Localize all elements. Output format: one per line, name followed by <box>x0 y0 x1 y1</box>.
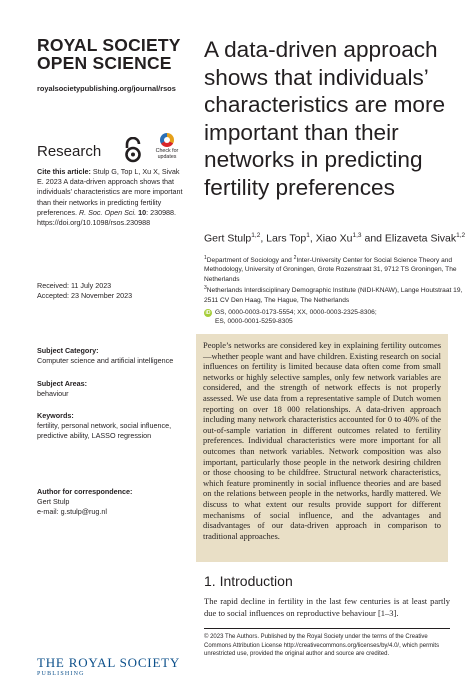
correspondence <box>37 487 132 518</box>
author-sup: 1,2 <box>251 232 261 239</box>
orcid-line2[interactable]: ES, 0000-0001-5259-8305 <box>215 318 293 326</box>
correspondence-email[interactable]: e-mail: g.stulp@rug.nl <box>37 507 108 517</box>
author-list: Gert Stulp$^{1,2}$, Lars Top$^1$, Xiao Xu$^{1,3}$ and Elizaveta Sivak$^{1,2}$ <box>204 232 466 245</box>
author-name: Xiao Xu <box>315 232 353 245</box>
subject-areas-value: behaviour <box>37 389 69 399</box>
keywords-line1: fertility, personal network, social influence, <box>37 421 172 431</box>
citation-block <box>37 167 185 228</box>
article-type: Research <box>37 143 102 160</box>
correspondence-heading: Author for correspondence: <box>37 487 133 496</box>
check-updates-line1: Check for <box>155 148 179 154</box>
author-name: Elizaveta Sivak <box>384 232 457 245</box>
received-date: Received: 11 July 2023 <box>37 281 112 290</box>
affiliation-1: Department of Sociology and <box>206 257 294 265</box>
abstract-text: People’s networks are considered key in explaining fertility outcomes—whether people want and have children. Existing research on social influences on fertility is limited because data often come from small networks or highly selective samples, only few network variables are considered, and the strength of network effects is not properly assessed. We use data from a representative sample of Dutch women reporting on over 18 000 relationships. A data-driven approach including many network characteristics accounted for 0 to 40% of the out-of-sample variation in different outcomes related to fertility preferences. Individual characteristics were more important for all outcomes than network variables. Network composition was also important, particularly those people in the network desiring children or those choosing to be childfree. Structural network characteristics, which feature prominently in social influence theories and are based on the relations between people in the networks, hardly mattered. We discuss to what extent our results provide support for different mechanisms of social influence, and the advantages and disadvantages of our data-driven approach in comparison to traditional approaches. <box>203 340 441 541</box>
journal-title <box>37 36 181 72</box>
author-name: Gert Stulp <box>204 232 252 245</box>
article-title: A data-driven approach shows that individuals’ characteristics are more important than their networks in predicting fertility preferences <box>204 37 446 200</box>
abstract-box <box>196 334 448 562</box>
author-sup: 1,3 <box>352 232 362 239</box>
check-updates-line2: updates <box>157 154 177 160</box>
keywords-heading: Keywords: <box>37 411 74 420</box>
citation-volume: 10 <box>136 207 147 217</box>
dates-block <box>37 281 132 301</box>
author-sup: 1,2 <box>456 232 466 239</box>
citation-label: Cite this article: <box>37 167 91 176</box>
subject-category-value: Computer science and artificial intelligence <box>37 356 174 366</box>
section-heading: 1. Introduction <box>204 573 293 589</box>
affiliation-2: Inter-University Center for Social Science Theory and Methodology, University of Groningen, Grote Rozenstraat 31, 9712 TS Groningen, The Netherlands <box>204 257 457 283</box>
affiliations: $^1$Department of Sociology and $^2$Inter-University Center for Social Science Theory and Methodology, University of Groningen, Grote Rozenstraat 31, 9712 TS Groningen, The Netherlands $^3$Netherlands Interdisciplinary Demographic Institute (NIDI-KNAW), Lange Houtstraat 19, 2511 CV Den Haag, The Hague, The Netherlands iD GS, 0000-0003-0173-5554; XX, 0000-0003-2325-8306; ES, 0000-0001-5259-8305 <box>204 255 463 326</box>
citation-journal: R. Soc. Open Sci. <box>78 207 137 217</box>
check-for-updates-icon <box>160 133 174 147</box>
author-name: Lars Top <box>266 232 307 245</box>
correspondence-name: Gert Stulp <box>37 497 70 507</box>
author-sup: 1 <box>306 232 310 239</box>
subject-category-heading: Subject Category: <box>37 346 99 355</box>
affiliation-3: Netherlands Interdisciplinary Demographic Institute (NIDI-KNAW), Lange Houtstraat 19, 2511 CV Den Haag, The Hague, The Netherlands <box>204 287 463 304</box>
publisher-name: THE ROYAL SOCIETY <box>37 655 181 670</box>
publisher-logo <box>37 655 180 677</box>
license-text: © 2023 The Authors. Published by the Royal Society under the terms of the Creative Commons Attribution License http://creativecommons.org/licenses/by/4.0/, which permits unrestricted use, provided the original author and source are credited. <box>204 628 450 659</box>
citation-doi[interactable]: : 230988. https://doi.org/10.1098/rsos.230988 <box>37 207 177 228</box>
orcid-line1[interactable]: GS, 0000-0003-0173-5554; XX, 0000-0003-2325-8306; <box>215 308 377 316</box>
citation-text: Stulp G, Top L, Xu X, Sivak E. 2023 A data-driven approach shows that individuals’ characteristics are more important than their networks in predicting fertility preferences. <box>37 167 183 217</box>
accepted-date: Accepted: 23 November 2023 <box>37 291 133 301</box>
journal-url-link[interactable]: royalsocietypublishing.org/journal/rsos <box>37 84 176 93</box>
open-access-icon <box>122 137 144 163</box>
orcid-icon: iD <box>205 309 211 316</box>
check-for-updates-button[interactable] <box>153 133 181 160</box>
keywords <box>37 411 171 442</box>
keywords-line2: predictive ability, LASSO regression <box>37 431 152 441</box>
journal-title-line2: OPEN SCIENCE <box>37 53 172 73</box>
publisher-sub: PUBLISHING <box>37 671 85 677</box>
journal-title-line1: ROYAL SOCIETY <box>37 35 181 55</box>
subject-areas <box>37 379 87 399</box>
subject-areas-heading: Subject Areas: <box>37 379 88 388</box>
intro-text: The rapid decline in fertility in the last few centuries is at least partly due to social influences on reproductive behaviour [1–3]. <box>204 596 450 618</box>
subject-category <box>37 346 173 366</box>
